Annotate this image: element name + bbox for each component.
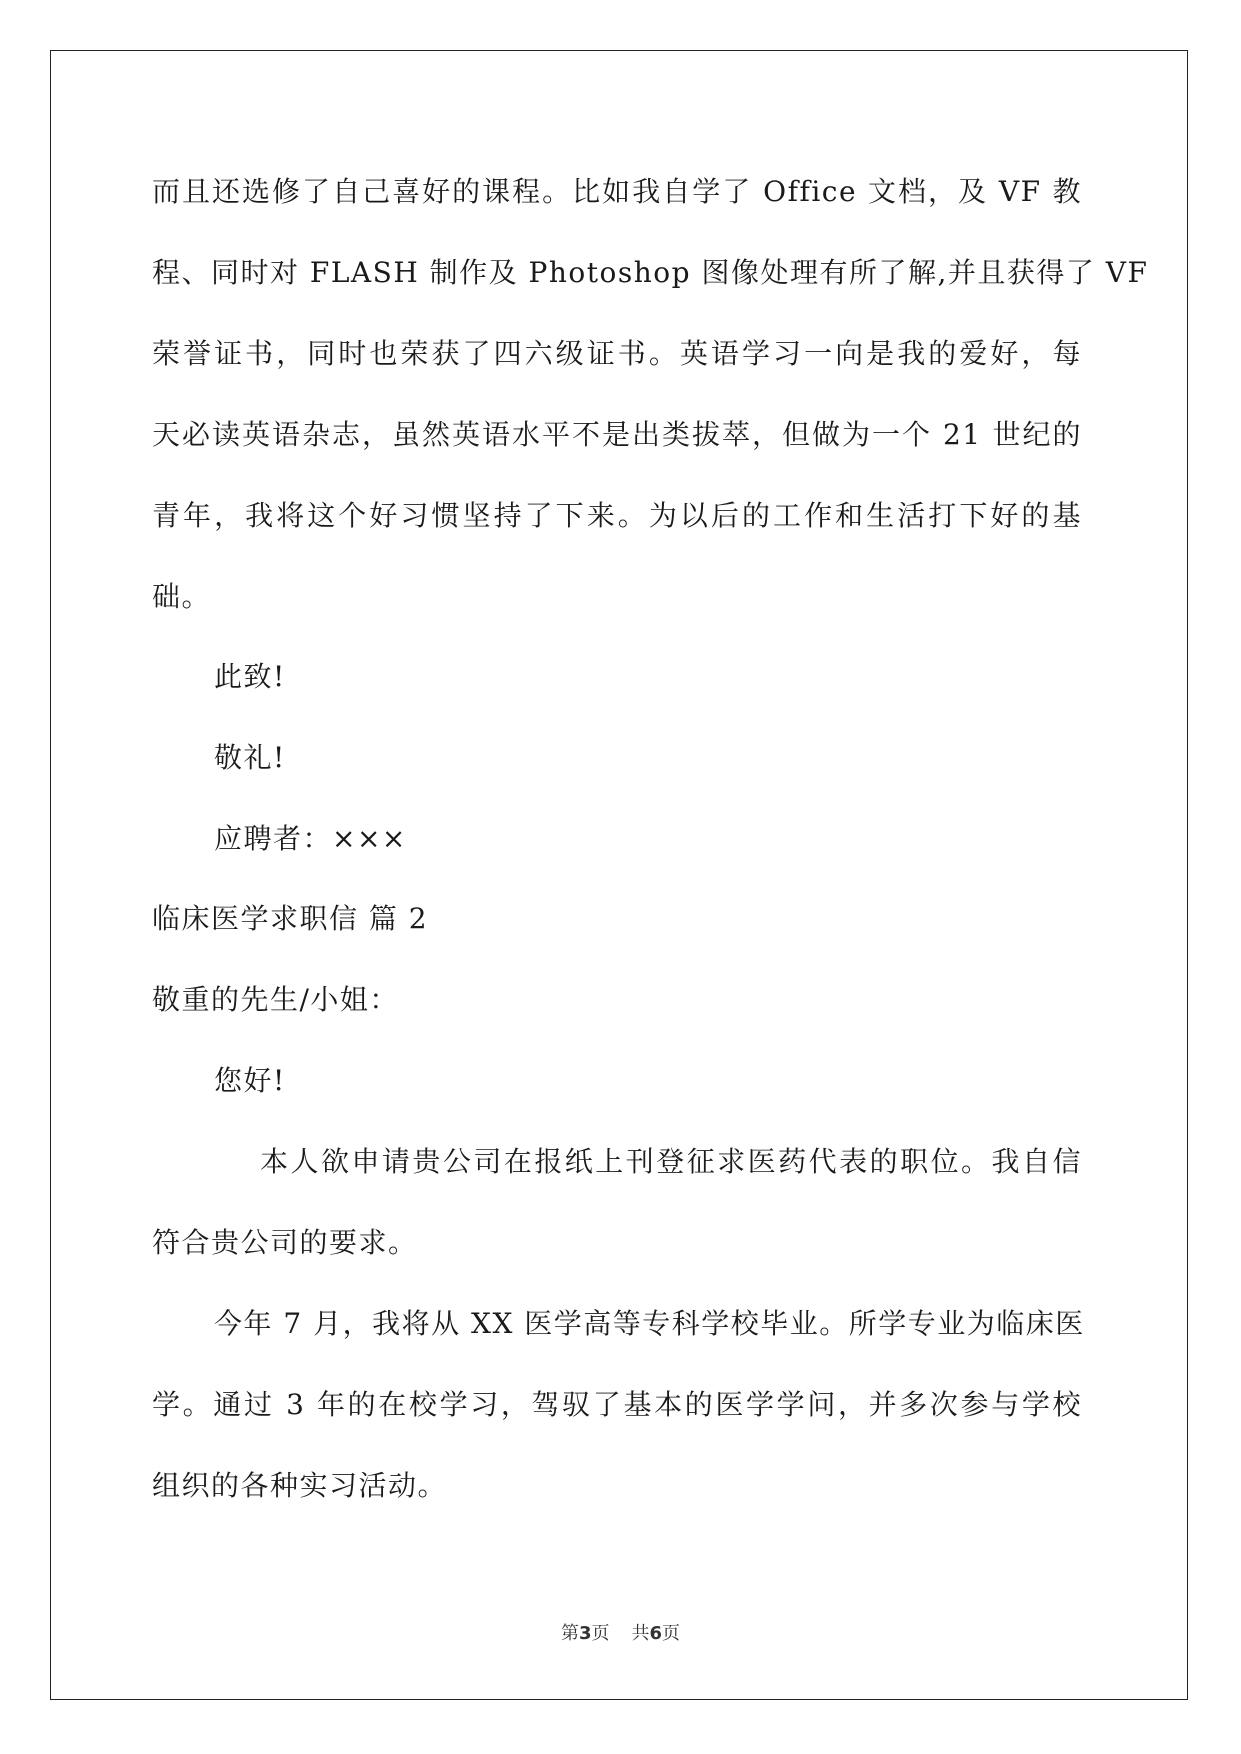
total-suffix: 页 (662, 1623, 681, 1644)
paragraph-line: 组织的各种实习活动。 (152, 1469, 448, 1502)
page-number-footer (0, 1622, 1241, 1646)
paragraph-line: 学。通过 3 年的在校学习，驾驭了基本的医学学问，并多次参与学校 (152, 1388, 1082, 1421)
paragraph-line: 程、同时对 FLASH 制作及 Photoshop 图像处理有所了解,并且获得了 VF (152, 256, 1149, 289)
page-current: 3 (578, 1623, 592, 1644)
total-prefix: 共 (631, 1623, 650, 1644)
paragraph-line: 荣誉证书，同时也荣获了四六级证书。英语学习一向是我的爱好，每 (152, 337, 1082, 370)
greeting-recipient: 敬重的先生/小姐： (152, 983, 399, 1016)
greeting-hello: 您好! (214, 1064, 286, 1097)
page-prefix: 第 (560, 1623, 579, 1644)
paragraph-line: 今年 7 月，我将从 XX 医学高等专科学校毕业。所学专业为临床医 (214, 1307, 1085, 1340)
section-heading: 临床医学求职信 篇 2 (152, 902, 429, 935)
page-total: 6 (649, 1623, 663, 1644)
closing-salutation: 此致! (214, 660, 286, 693)
paragraph-line: 青年，我将这个好习惯坚持了下来。为以后的工作和生活打下好的基 (152, 499, 1082, 532)
paragraph-line: 而且还选修了自己喜好的课程。比如我自学了 Office 文档，及 VF 教 (152, 175, 1082, 208)
closing-regards: 敬礼! (214, 741, 286, 774)
applicant-signature: 应聘者：××× (214, 822, 407, 855)
paragraph-line: 础。 (152, 580, 212, 613)
paragraph-line: 天必读英语杂志，虽然英语水平不是出类拔萃，但做为一个 21 世纪的 (152, 418, 1082, 451)
paragraph-line: 本人欲申请贵公司在报纸上刊登征求医药代表的职位。我自信 (260, 1145, 1082, 1178)
paragraph-line: 符合贵公司的要求。 (152, 1226, 418, 1259)
page-border (50, 50, 1188, 1700)
page-suffix: 页 (591, 1623, 610, 1644)
